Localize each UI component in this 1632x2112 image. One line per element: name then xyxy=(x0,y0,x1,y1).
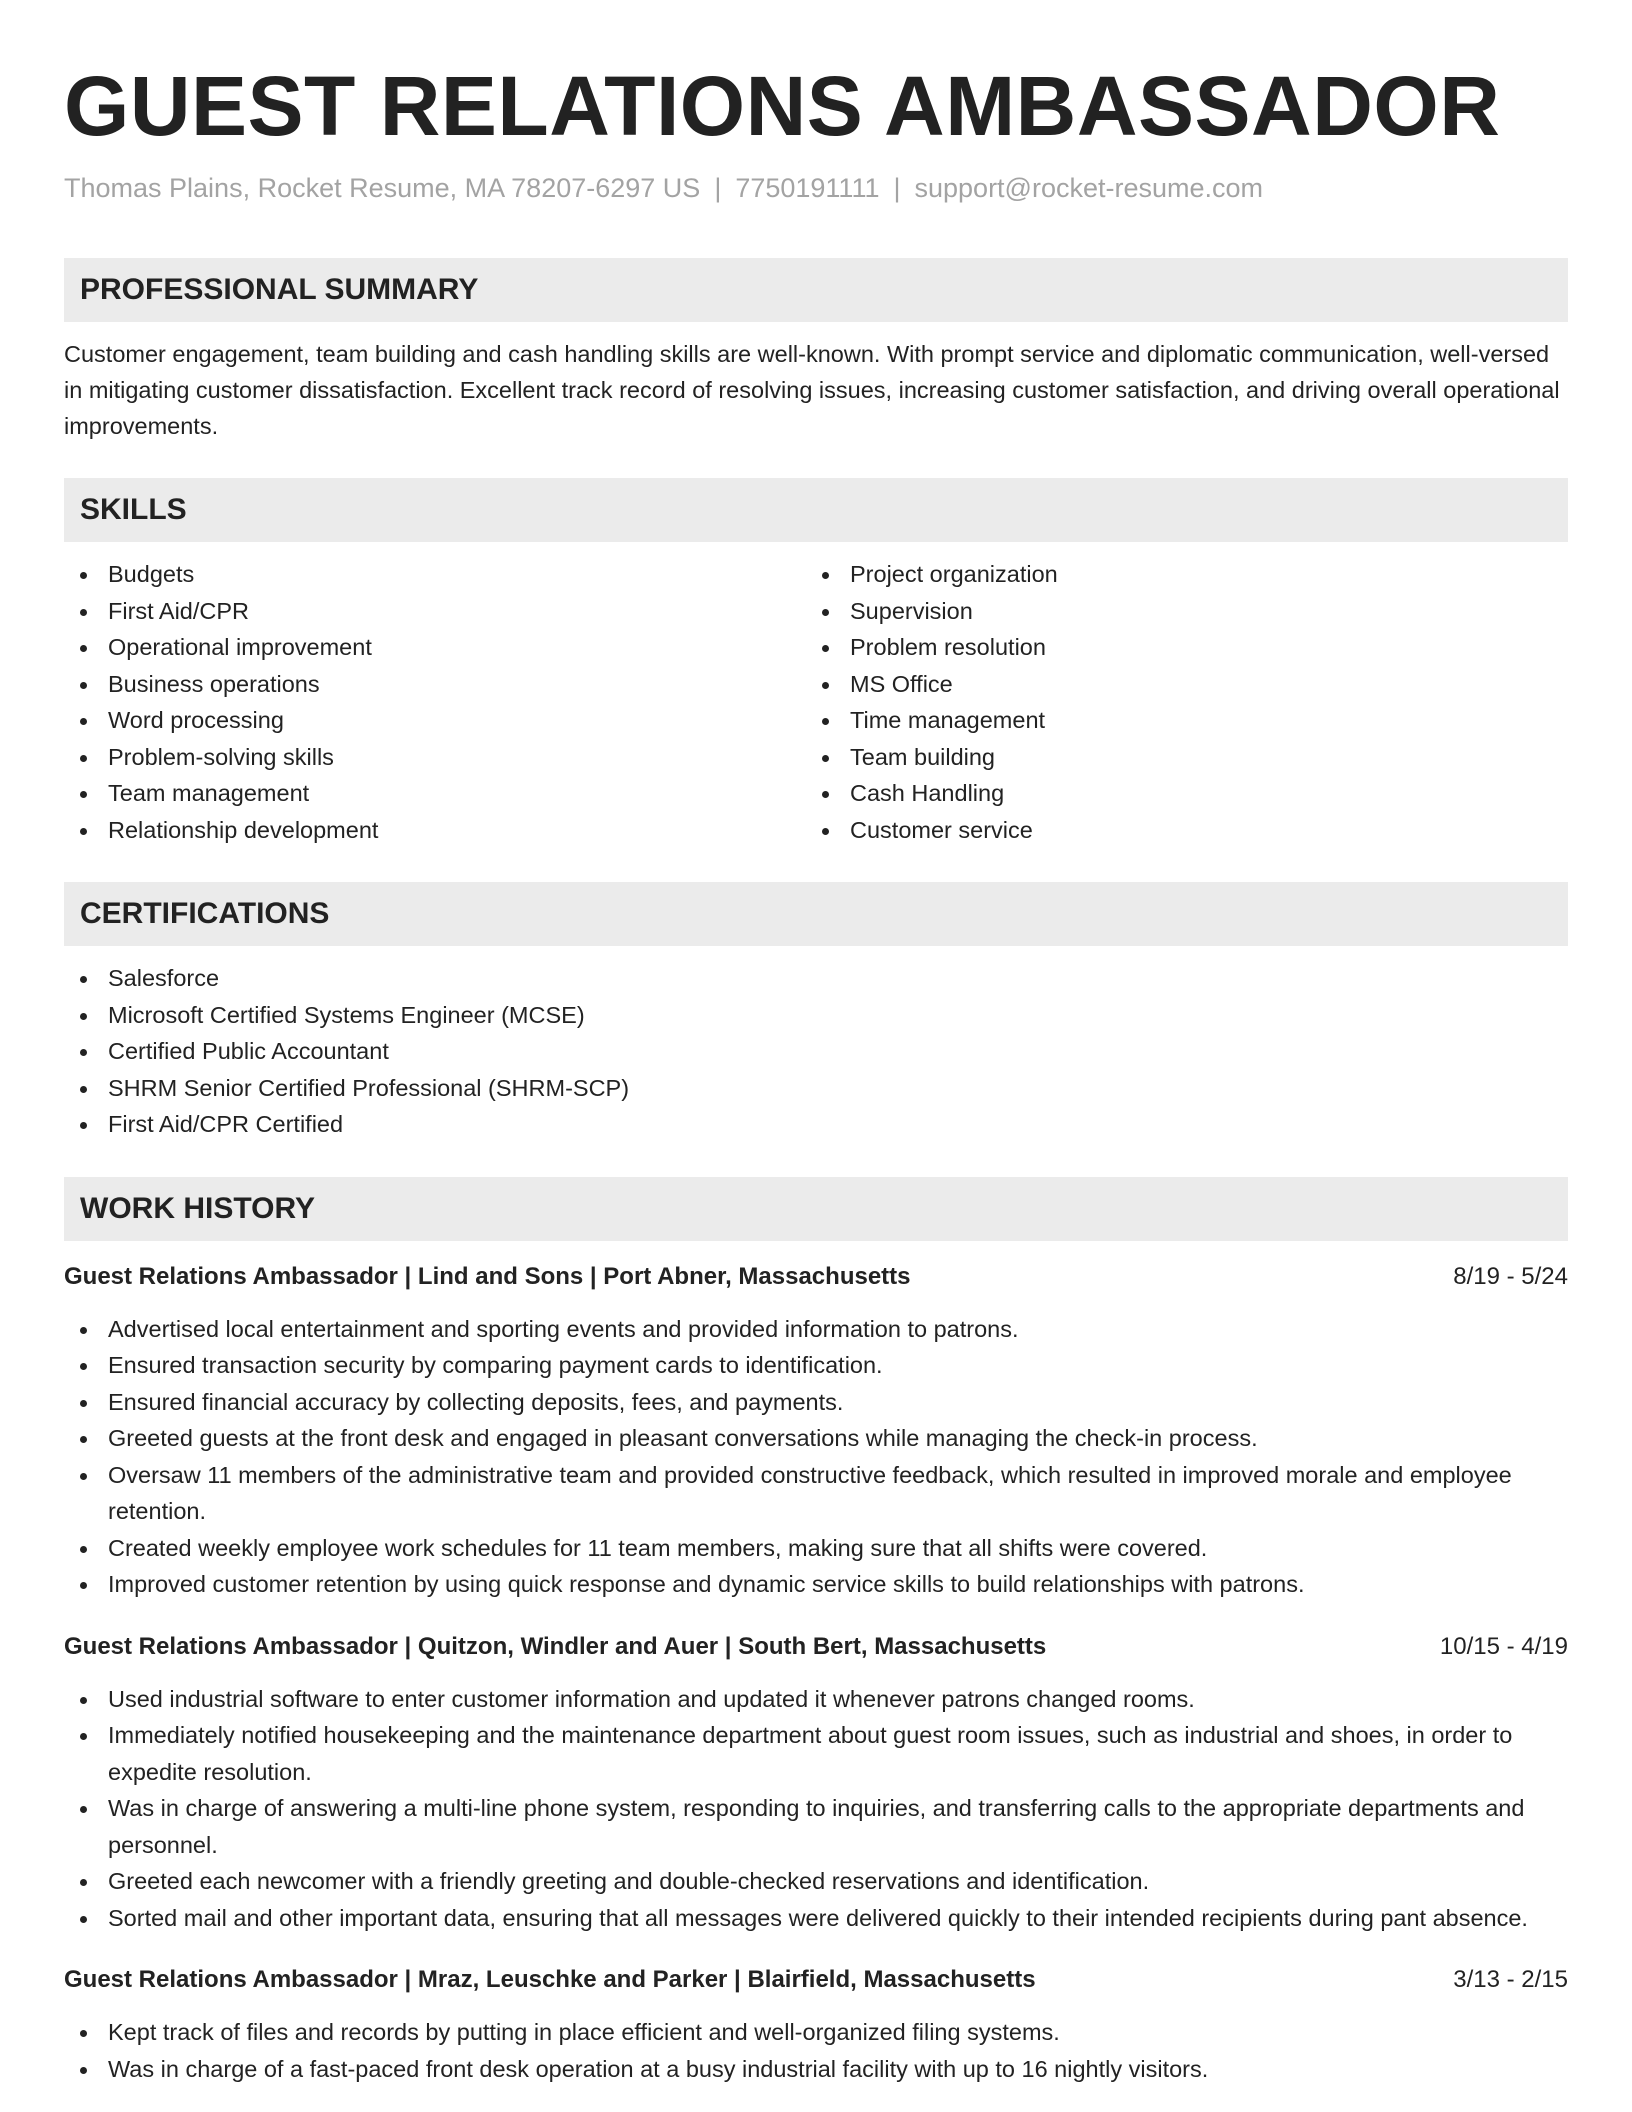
skill-item: Problem-solving skills xyxy=(64,739,806,776)
contact-separator: | xyxy=(714,173,722,203)
job-header xyxy=(64,1962,1568,1998)
job-entry xyxy=(64,1629,1568,1937)
skill-item: Relationship development xyxy=(64,812,806,849)
skill-item: Project organization xyxy=(806,556,1548,593)
job-dates: 10/15 - 4/19 xyxy=(1439,1632,1568,1660)
job-bullet: Was in charge of answering a multi-line phone system, responding to inquiries, and transferring calls to the appropriate departments and personnel. xyxy=(64,1790,1568,1863)
skill-item: Cash Handling xyxy=(806,775,1548,812)
job-bullet: Improved customer retention by using quick response and dynamic service skills to build relationships with patrons. xyxy=(64,1566,1568,1603)
job-header xyxy=(64,1629,1568,1665)
contact-address: Thomas Plains, Rocket Resume, MA 78207-6297 US xyxy=(64,173,701,203)
job-bullet: Was in charge of a fast-paced front desk operation at a busy industrial facility with up to 16 nightly visitors. xyxy=(64,2051,1568,2088)
section-header-certifications: CERTIFICATIONS xyxy=(64,882,1568,946)
job-entry xyxy=(64,1962,1568,2087)
contact-phone: 7750191111 xyxy=(735,173,880,203)
job-bullet: Sorted mail and other important data, ensuring that all messages were delivered quickly to their intended recipients during pant absence. xyxy=(64,1900,1568,1937)
job-title: Guest Relations Ambassador | Mraz, Leuschke and Parker | Blairfield, Massachusetts xyxy=(64,1966,1036,1993)
job-dates: 3/13 - 2/15 xyxy=(1453,1966,1568,1993)
job-bullet: Oversaw 11 members of the administrative team and provided constructive feedback, which resulted in improved morale and employee retention. xyxy=(64,1457,1568,1530)
job-bullets xyxy=(64,1681,1568,1937)
skill-item: Business operations xyxy=(64,666,806,703)
resume-page xyxy=(64,0,1568,2087)
job-bullet: Greeted guests at the front desk and engaged in pleasant conversations while managing the check-in process. xyxy=(64,1420,1568,1457)
summary-text: Customer engagement, team building and cash handling skills are well-known. With prompt service and diplomatic communication, well-versed in mitigating customer dissatisfaction. Excellent track record of resolving issues, increasing customer satisfaction, and driving overall operational improvements. xyxy=(64,341,1560,439)
skill-item: Customer service xyxy=(806,812,1548,849)
job-bullet: Greeted each newcomer with a friendly greeting and double-checked reservations and identification. xyxy=(64,1863,1568,1900)
resume-title: GUEST RELATIONS AMBASSADOR xyxy=(64,59,1501,153)
skills-list-left xyxy=(64,556,806,848)
section-header-work-history: WORK HISTORY xyxy=(64,1177,1568,1241)
job-bullet: Kept track of files and records by putting in place efficient and well-organized filing systems. xyxy=(64,2014,1568,2051)
skill-item: MS Office xyxy=(806,666,1548,703)
contact-email: support@rocket-resume.com xyxy=(914,173,1264,203)
certification-item: First Aid/CPR Certified xyxy=(64,1106,1568,1143)
job-entry xyxy=(64,1259,1568,1603)
certification-item: Salesforce xyxy=(64,960,1568,997)
skill-item: Problem resolution xyxy=(806,629,1548,666)
job-bullet: Advertised local entertainment and sporting events and provided information to patrons. xyxy=(64,1311,1568,1348)
contact-separator: | xyxy=(893,173,901,203)
skill-item: Team building xyxy=(806,739,1548,776)
certification-item: Certified Public Accountant xyxy=(64,1033,1568,1070)
certification-item: SHRM Senior Certified Professional (SHRM-SCP) xyxy=(64,1070,1568,1107)
job-bullets xyxy=(64,1311,1568,1603)
job-bullets xyxy=(64,2014,1568,2087)
skills-list-right xyxy=(806,556,1548,848)
section-header-skills: SKILLS xyxy=(64,478,1568,542)
job-title: Guest Relations Ambassador | Quitzon, Windler and Auer | South Bert, Massachusetts xyxy=(64,1632,1047,1660)
contact-line xyxy=(64,170,1568,206)
job-header xyxy=(64,1259,1568,1295)
job-bullet: Created weekly employee work schedules for 11 team members, making sure that all shifts were covered. xyxy=(64,1530,1568,1567)
section-header-summary: PROFESSIONAL SUMMARY xyxy=(64,258,1568,322)
skill-item: Time management xyxy=(806,702,1548,739)
job-bullet: Ensured financial accuracy by collecting deposits, fees, and payments. xyxy=(64,1384,1568,1421)
job-bullet: Used industrial software to enter customer information and updated it whenever patrons changed rooms. xyxy=(64,1681,1568,1718)
job-bullet: Ensured transaction security by comparing payment cards to identification. xyxy=(64,1347,1568,1384)
skill-item: Operational improvement xyxy=(64,629,806,666)
skill-item: Team management xyxy=(64,775,806,812)
skill-item: Supervision xyxy=(806,593,1548,630)
skills-columns xyxy=(64,556,1568,848)
skill-item: Budgets xyxy=(64,556,806,593)
certifications-list xyxy=(64,960,1568,1143)
job-title: Guest Relations Ambassador | Lind and Sons | Port Abner, Massachusetts xyxy=(64,1262,911,1290)
job-dates: 8/19 - 5/24 xyxy=(1453,1262,1568,1290)
job-bullet: Immediately notified housekeeping and the maintenance department about guest room issues, such as industrial and shoes, in order to expedite resolution. xyxy=(64,1717,1568,1790)
skill-item: First Aid/CPR xyxy=(64,593,806,630)
certification-item: Microsoft Certified Systems Engineer (MCSE) xyxy=(64,997,1568,1034)
skill-item: Word processing xyxy=(64,702,806,739)
